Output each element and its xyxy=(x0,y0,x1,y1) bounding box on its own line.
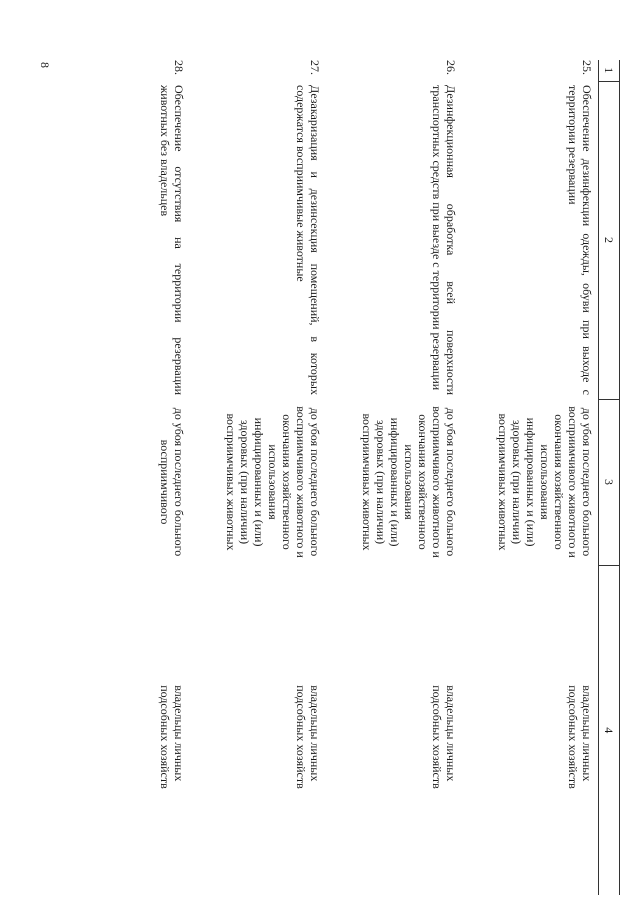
measures-table-sheet xyxy=(65,60,620,895)
responsible-line-2: подсобных хозяйств xyxy=(158,685,172,789)
row-action: Обеспечение отсутствия на территории резервации животных без владельцев xyxy=(158,85,186,395)
responsible-line-2: подсобных хозяйств xyxy=(294,685,308,789)
responsible-line-1: владельцы личных xyxy=(580,685,594,782)
row-term: до убоя последнего больного восприимчивого xyxy=(158,407,186,557)
row-action: Обеспечение дезинфекции одежды, обуви при выходе с территории резервации xyxy=(566,85,594,395)
table-row xyxy=(462,60,599,895)
responsible-line-1: владельцы личных xyxy=(444,685,458,782)
row-action: Дезинфекционная обработка всей поверхности транспортных средств при выезде с территории резервации xyxy=(430,85,458,395)
row-term: до убоя последнего больного восприимчивого животного и окончания хозяйственного использования инфицированных и (или) здоровых (при наличии) восприимчивых животных xyxy=(224,406,322,558)
header-col-4: 4 xyxy=(599,565,620,895)
header-col-3: 3 xyxy=(599,399,620,565)
row-action: Дезакаризация и дезинсекция помещений, в которых содержатся восприимчивые животные xyxy=(294,85,322,395)
row-responsible xyxy=(326,565,462,895)
row-responsible xyxy=(54,565,190,895)
responsible-line-1: владельцы личных xyxy=(308,685,322,782)
responsible-line-2: подсобных хозяйств xyxy=(566,685,580,789)
table-row xyxy=(190,60,326,895)
row-number: 25. xyxy=(580,60,594,75)
header-col-2: 2 xyxy=(599,81,620,399)
table-header xyxy=(599,60,620,895)
row-term: до убоя последнего больного восприимчивого животного и окончания хозяйственного использования инфицированных и (или) здоровых (при наличии) восприимчивых животных xyxy=(360,406,458,558)
measures-table xyxy=(54,60,620,895)
row-number: 27. xyxy=(308,60,322,75)
row-responsible xyxy=(190,565,326,895)
responsible-line-1: владельцы личных xyxy=(172,685,186,782)
row-responsible xyxy=(462,565,599,895)
table-row xyxy=(54,60,190,895)
responsible-line-2: подсобных хозяйств xyxy=(430,685,444,789)
table-row xyxy=(326,60,462,895)
header-col-1: 1 xyxy=(599,60,620,81)
row-term: до убоя последнего больного восприимчивого животного и окончания хозяйственного использования инфицированных и (или) здоровых (при наличии) восприимчивых животных xyxy=(496,406,594,558)
page-number: 8 xyxy=(38,62,52,68)
row-number: 28. xyxy=(172,60,186,75)
row-number: 26. xyxy=(444,60,458,75)
